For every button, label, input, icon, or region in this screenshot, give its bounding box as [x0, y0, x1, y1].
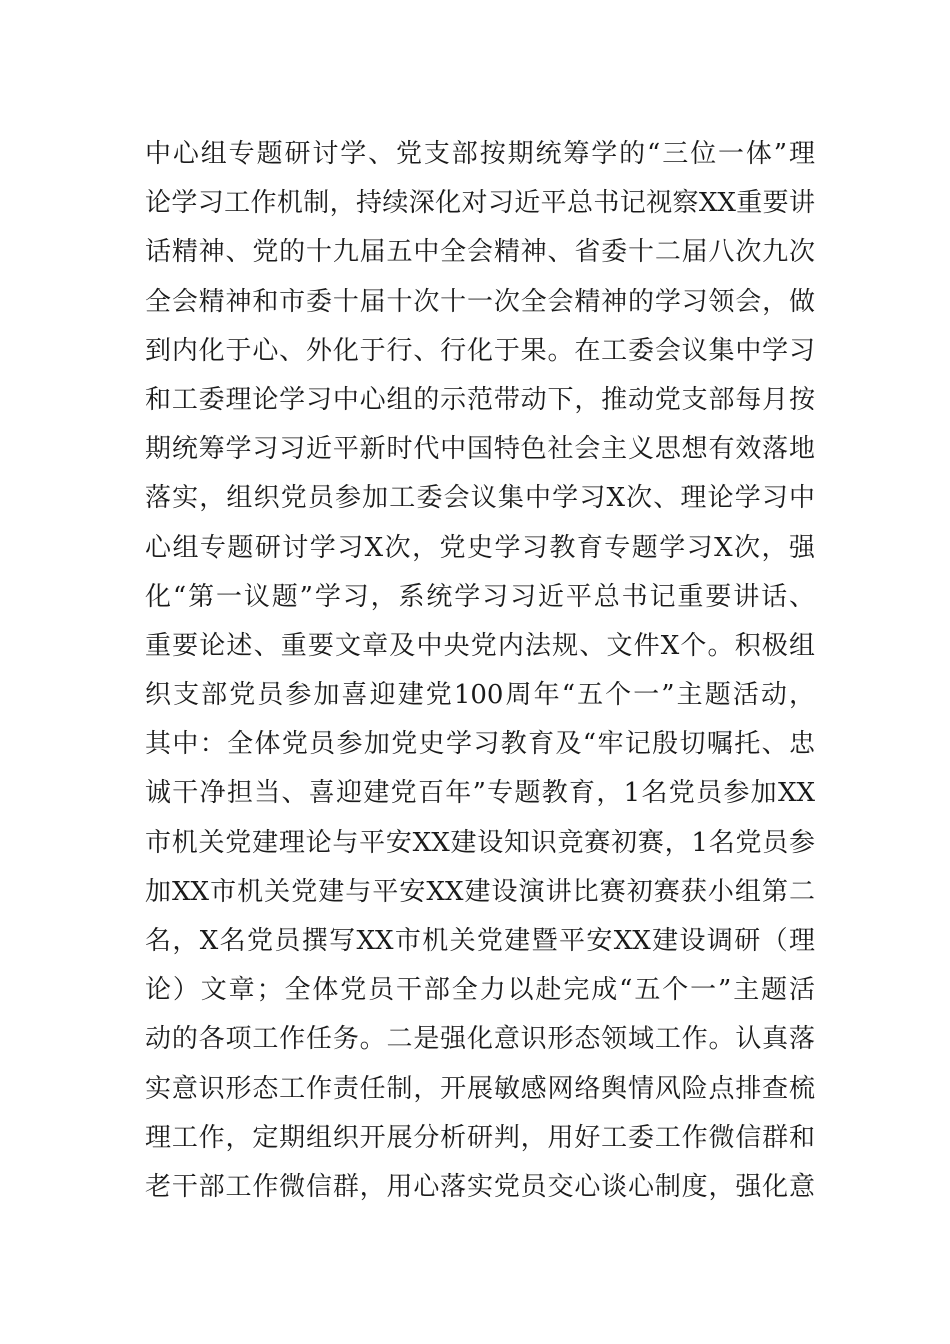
text-line: 全会精神和市委十届十次十一次全会精神的学习领会，做 [145, 286, 815, 317]
text-line: 话精神、党的十九届五中全会精神、省委十二届八次九次 [145, 237, 815, 268]
text-line: 加XX市机关党建与平安XX建设演讲比赛初赛获小组第二 [145, 876, 815, 907]
text-line: 诚干净担当、喜迎建党百年”专题教育，1名党员参加XX [145, 778, 815, 809]
text-line: 其中：全体党员参加党史学习教育及“牢记殷切嘱托、忠 [145, 729, 815, 760]
text-line: 动的各项工作任务。二是强化意识形态领域工作。认真落 [145, 1024, 815, 1055]
text-line: 实意识形态工作责任制，开展敏感网络舆情风险点排查梳 [145, 1073, 815, 1104]
text-line: 论）文章；全体党员干部全力以赴完成“五个一”主题活 [145, 975, 815, 1006]
text-line: 化“第一议题”学习，系统学习习近平总书记重要讲话、 [145, 581, 815, 612]
body-paragraph [145, 130, 815, 1212]
text-line: 期统筹学习习近平新时代中国特色社会主义思想有效落地 [145, 434, 815, 465]
text-line: 到内化于心、外化于行、行化于果。在工委会议集中学习 [145, 335, 815, 366]
text-line: 市机关党建理论与平安XX建设知识竞赛初赛，1名党员参 [145, 827, 815, 858]
text-line: 织支部党员参加喜迎建党100周年“五个一”主题活动， [145, 680, 815, 711]
text-line: 和工委理论学习中心组的示范带动下，推动党支部每月按 [145, 384, 815, 415]
text-line: 心组专题研讨学习X次，党史学习教育专题学习X次，强 [145, 532, 815, 563]
text-line: 重要论述、重要文章及中央党内法规、文件X个。积极组 [145, 630, 815, 661]
text-line: 论学习工作机制，持续深化对习近平总书记视察XX重要讲 [145, 188, 815, 219]
text-line: 中心组专题研讨学、党支部按期统筹学的“三位一体”理 [145, 139, 815, 169]
text-line: 理工作，定期组织开展分析研判，用好工委工作微信群和 [145, 1122, 815, 1153]
text-line: 落实，组织党员参加工委会议集中学习X次、理论学习中 [145, 483, 815, 514]
text-line: 名，X名党员撰写XX市机关党建暨平安XX建设调研（理 [145, 926, 815, 956]
text-line: 老干部工作微信群，用心落实党员交心谈心制度，强化意 [145, 1171, 815, 1202]
